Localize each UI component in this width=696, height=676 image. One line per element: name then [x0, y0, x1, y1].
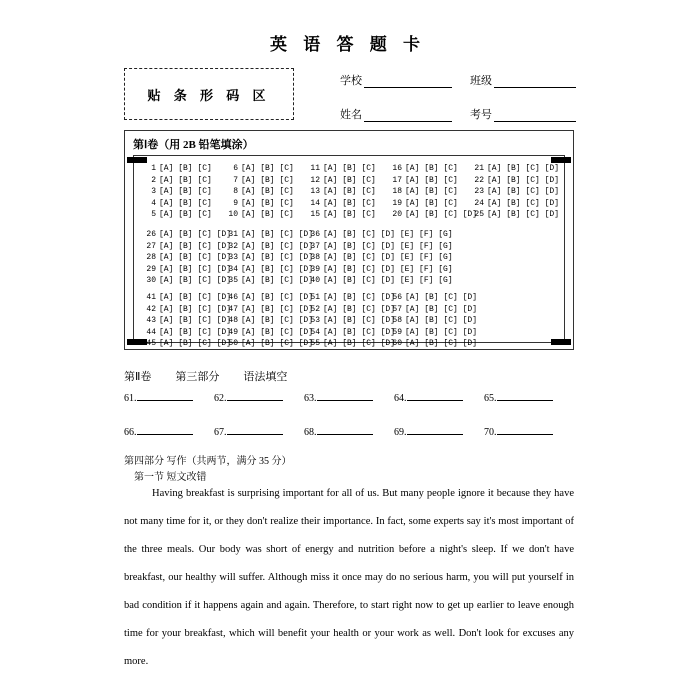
answer-cell[interactable] — [225, 327, 314, 339]
blank-item[interactable] — [214, 424, 304, 438]
answer-options[interactable]: [A] [B] [C] [D] [E] [F] [G] — [323, 264, 453, 274]
question-number: 41 — [146, 293, 156, 302]
blank-number: 66. — [124, 427, 137, 438]
question-number: 57 — [392, 304, 402, 314]
question-number: 50 — [228, 339, 238, 348]
answer-cell[interactable] — [143, 275, 232, 287]
school-field[interactable] — [340, 72, 470, 88]
answer-group-1 — [143, 163, 560, 221]
answer-cell[interactable] — [389, 186, 471, 198]
answer-options[interactable]: [A] [B] [C] [D] — [241, 241, 314, 251]
answer-options[interactable]: [A] [B] [C] — [241, 198, 294, 208]
answer-options[interactable]: [A] [B] [C] — [159, 175, 212, 185]
answer-options[interactable]: [A] [B] [C] [D] — [405, 339, 478, 348]
answer-options[interactable]: [A] [B] [C] [D] — [159, 304, 232, 314]
answer-cell[interactable] — [389, 163, 471, 175]
blank-item[interactable] — [214, 390, 304, 404]
answer-cell[interactable] — [225, 304, 314, 316]
section-4-header: 第四部分 写作（共两节，满分 35 分） — [124, 456, 292, 467]
essay-text: Having breakfast is surprising important for all of us. But many people ignore it because they have not many time for it, or they don't realize their importance. In fact, some experts say it's most important of the three meals. Our body was short of energy and nutrition before a night's sleep. If we don't have breakfast, our healthy will suffer. Although miss it once may do no serious harm, you will put yourself in bad condition if it happens again and again. Therefore, to start right now to get up earlier to leave enough time for your breakfast, which will benefit your health or your work as well. Don't look for excuses any more. — [124, 488, 574, 667]
essay-area[interactable] — [124, 480, 574, 676]
answer-cell[interactable] — [307, 292, 396, 304]
school-label: 学校 — [340, 75, 362, 87]
answer-options[interactable]: [A] [B] [C] [D] — [487, 198, 560, 208]
question-number: 40 — [310, 276, 320, 285]
answer-row — [143, 264, 555, 276]
answer-cell[interactable] — [389, 338, 478, 350]
school-input-line[interactable] — [364, 76, 452, 88]
answer-options[interactable]: [A] [B] [C] [D] — [159, 293, 232, 302]
barcode-area — [124, 68, 294, 120]
answer-options[interactable]: [A] [B] [C] — [241, 175, 294, 185]
question-number: 38 — [310, 253, 320, 262]
answer-cell[interactable] — [307, 264, 453, 276]
class-input-line[interactable] — [494, 76, 576, 88]
answer-options[interactable]: [A] [B] [C] [D] [E] [F] [G] — [323, 253, 453, 262]
answer-options[interactable]: [A] [B] [C] [D] — [323, 339, 396, 348]
question-number: 19 — [392, 198, 402, 208]
blank-row — [124, 424, 574, 438]
question-number: 20 — [392, 210, 402, 219]
answer-cell[interactable] — [225, 209, 307, 221]
answer-cell[interactable] — [471, 198, 560, 210]
answer-options[interactable]: [A] [B] [C] [D] — [323, 316, 396, 325]
blank-number: 69. — [394, 427, 407, 438]
question-number: 28 — [146, 253, 156, 262]
question-number: 56 — [392, 293, 402, 302]
answer-options[interactable]: [A] [B] [C] [D] — [405, 210, 478, 219]
answer-options[interactable]: [A] [B] [C] — [159, 164, 212, 173]
answer-options[interactable]: [A] [B] [C] [D] [E] [F] [G] — [323, 230, 453, 239]
question-number: 12 — [310, 175, 320, 185]
question-number: 44 — [146, 327, 156, 337]
blank-row — [124, 390, 574, 404]
answer-cell[interactable] — [225, 338, 314, 350]
answer-cell[interactable] — [471, 186, 560, 198]
question-number: 59 — [392, 327, 402, 337]
question-number: 8 — [233, 187, 238, 196]
answer-options[interactable]: [A] [B] [C] [D] — [487, 164, 560, 173]
question-number: 26 — [146, 230, 156, 239]
barcode-area-label: 贴 条 形 码 区 — [147, 87, 271, 103]
blank-number: 67. — [214, 427, 227, 438]
answer-cell[interactable] — [225, 198, 307, 210]
answer-options[interactable]: [A] [B] [C] [D] — [487, 175, 560, 185]
answer-options[interactable]: [A] [B] [C] — [241, 210, 294, 219]
answer-cell[interactable] — [307, 252, 453, 264]
class-field[interactable] — [470, 72, 576, 88]
answer-cell[interactable] — [307, 241, 453, 253]
answer-options[interactable]: [A] [B] [C] [D] — [241, 339, 314, 348]
answer-options[interactable]: [A] [B] [C] — [405, 175, 458, 185]
question-number: 11 — [310, 164, 320, 173]
answer-cell[interactable] — [143, 264, 232, 276]
answer-cell[interactable] — [307, 315, 396, 327]
answer-options[interactable]: [A] [B] [C] — [323, 210, 376, 219]
answer-options[interactable]: [A] [B] [C] [D] — [241, 253, 314, 262]
blank-item[interactable] — [124, 390, 214, 404]
question-number: 4 — [151, 198, 156, 208]
grammar-fill-blanks — [124, 390, 574, 458]
question-number: 52 — [310, 304, 320, 314]
answer-row — [143, 327, 555, 339]
section-2-volume: 第Ⅱ卷 — [124, 371, 152, 383]
answer-row — [143, 241, 555, 253]
exam-no-input-line[interactable] — [494, 110, 576, 122]
question-number: 13 — [310, 187, 320, 196]
question-number: 22 — [474, 175, 484, 185]
question-number: 18 — [392, 187, 402, 196]
name-field[interactable] — [340, 106, 470, 122]
answer-options[interactable]: [A] [B] [C] — [323, 198, 376, 208]
blank-input-line[interactable] — [227, 424, 283, 435]
answer-group-3 — [143, 292, 555, 350]
blank-input-line[interactable] — [497, 424, 553, 435]
question-number: 10 — [228, 210, 238, 219]
answer-options[interactable]: [A] [B] [C] [D] — [487, 210, 560, 219]
question-number: 6 — [233, 164, 238, 173]
answer-options[interactable]: [A] [B] [C] [D] — [405, 327, 478, 337]
question-number: 3 — [151, 187, 156, 196]
answer-options[interactable]: [A] [B] [C] [D] — [241, 264, 314, 274]
answer-options[interactable]: [A] [B] [C] [D] — [241, 276, 314, 285]
answer-cell[interactable] — [143, 163, 225, 175]
question-number: 24 — [474, 198, 484, 208]
answer-grid-frame — [124, 130, 574, 350]
blank-number: 61. — [124, 393, 137, 404]
section-2-name: 语法填空 — [243, 371, 288, 383]
question-number: 46 — [228, 293, 238, 302]
question-number: 14 — [310, 198, 320, 208]
answer-options[interactable]: [A] [B] [C] [D] — [323, 293, 396, 302]
answer-cell[interactable] — [307, 275, 453, 287]
question-number: 9 — [233, 198, 238, 208]
blank-item[interactable] — [394, 390, 484, 404]
answer-cell[interactable] — [225, 163, 307, 175]
answer-options[interactable]: [A] [B] [C] — [159, 210, 212, 219]
blank-item[interactable] — [124, 424, 214, 438]
section-1-header: 第Ⅰ卷（用 2B 铅笔填涂） — [133, 139, 254, 151]
page-title: 英 语 答 题 卡 — [270, 35, 426, 54]
question-number: 36 — [310, 230, 320, 239]
question-number: 1 — [151, 164, 156, 173]
answer-options[interactable]: [A] [B] [C] [D] — [405, 304, 478, 314]
info-row-name-examno — [340, 106, 580, 122]
section-2-header — [124, 368, 287, 384]
answer-cell[interactable] — [143, 292, 232, 304]
class-label: 班级 — [470, 75, 492, 87]
question-number: 15 — [310, 210, 320, 219]
answer-options[interactable]: [A] [B] [C] [D] — [159, 230, 232, 239]
answer-cell[interactable] — [225, 252, 314, 264]
blank-input-line[interactable] — [137, 390, 193, 401]
answer-row — [143, 163, 560, 175]
exam-no-field[interactable] — [470, 106, 576, 122]
blank-number: 62. — [214, 393, 227, 404]
blank-number: 68. — [304, 427, 317, 438]
answer-options[interactable]: [A] [B] [C] — [323, 187, 376, 196]
answer-options[interactable]: [A] [B] [C] — [159, 198, 212, 208]
answer-options[interactable]: [A] [B] [C] [D] — [159, 316, 232, 325]
question-number: 43 — [146, 316, 156, 325]
answer-cell[interactable] — [225, 315, 314, 327]
answer-options[interactable]: [A] [B] [C] — [241, 187, 294, 196]
blank-input-line[interactable] — [497, 390, 553, 401]
answer-options[interactable]: [A] [B] [C] [D] — [241, 316, 314, 325]
answer-cell[interactable] — [389, 175, 471, 187]
answer-options[interactable]: [A] [B] [C] — [405, 187, 458, 196]
answer-row — [143, 175, 560, 187]
answer-cell[interactable] — [307, 198, 389, 210]
answer-options[interactable]: [A] [B] [C] [D] — [159, 264, 232, 274]
answer-cell[interactable] — [389, 327, 478, 339]
answer-options[interactable]: [A] [B] [C] [D] — [159, 327, 232, 337]
answer-options[interactable]: [A] [B] [C] [D] — [323, 304, 396, 314]
question-number: 55 — [310, 339, 320, 348]
blank-number: 63. — [304, 393, 317, 404]
question-number: 60 — [392, 339, 402, 348]
name-input-line[interactable] — [364, 110, 452, 122]
question-number: 53 — [310, 316, 320, 325]
question-number: 34 — [228, 264, 238, 274]
answer-cell[interactable] — [307, 327, 396, 339]
answer-cell[interactable] — [389, 209, 478, 221]
blank-item[interactable] — [394, 424, 484, 438]
answer-options[interactable]: [A] [B] [C] [D] — [405, 293, 478, 302]
section-4-subheader: 第一节 短文改错 — [134, 472, 207, 483]
answer-cell[interactable] — [471, 209, 560, 221]
answer-cell[interactable] — [389, 292, 478, 304]
answer-options[interactable]: [A] [B] [C] [D] — [241, 230, 314, 239]
blank-number: 70. — [484, 427, 497, 438]
answer-cell[interactable] — [143, 338, 232, 350]
question-number: 23 — [474, 187, 484, 196]
answer-cell[interactable] — [225, 241, 314, 253]
answer-cell[interactable] — [143, 315, 232, 327]
blank-input-line[interactable] — [317, 390, 373, 401]
answer-cell[interactable] — [389, 315, 478, 327]
answer-cell[interactable] — [307, 338, 396, 350]
answer-row — [143, 209, 560, 221]
answer-row — [143, 275, 555, 287]
question-number: 27 — [146, 241, 156, 251]
question-number: 58 — [392, 316, 402, 325]
answer-cell[interactable] — [143, 229, 232, 241]
question-number: 2 — [151, 175, 156, 185]
question-number: 32 — [228, 241, 238, 251]
question-number: 16 — [392, 164, 402, 173]
answer-options[interactable]: [A] [B] [C] [D] [E] [F] [G] — [323, 276, 453, 285]
blank-item[interactable] — [484, 390, 574, 404]
answer-cell[interactable] — [143, 175, 225, 187]
info-row-school-class — [340, 72, 580, 88]
answer-cell[interactable] — [389, 198, 471, 210]
question-number: 35 — [228, 276, 238, 285]
answer-row — [143, 315, 555, 327]
question-number: 5 — [151, 210, 156, 219]
question-number: 37 — [310, 241, 320, 251]
answer-options[interactable]: [A] [B] [C] — [405, 164, 458, 173]
blank-input-line[interactable] — [227, 390, 283, 401]
answer-cell[interactable] — [143, 209, 225, 221]
blank-input-line[interactable] — [137, 424, 193, 435]
question-number: 47 — [228, 304, 238, 314]
blank-item[interactable] — [484, 424, 574, 438]
question-number: 54 — [310, 327, 320, 337]
answer-options[interactable]: [A] [B] [C] [D] — [241, 304, 314, 314]
answer-options[interactable]: [A] [B] [C] — [159, 187, 212, 196]
answer-options[interactable]: [A] [B] [C] [D] — [159, 276, 232, 285]
question-number: 39 — [310, 264, 320, 274]
answer-row — [143, 292, 555, 304]
blank-item[interactable] — [304, 424, 394, 438]
blank-input-line[interactable] — [407, 424, 463, 435]
answer-cell[interactable] — [471, 163, 560, 175]
question-number: 17 — [392, 175, 402, 185]
answer-cell[interactable] — [225, 275, 314, 287]
answer-cell[interactable] — [225, 175, 307, 187]
question-number: 33 — [228, 253, 238, 262]
answer-cell[interactable] — [225, 264, 314, 276]
answer-options[interactable]: [A] [B] [C] [D] — [159, 253, 232, 262]
answer-options[interactable]: [A] [B] [C] — [323, 164, 376, 173]
question-number: 45 — [146, 339, 156, 348]
answer-cell[interactable] — [307, 304, 396, 316]
answer-options[interactable]: [A] [B] [C] [D] — [241, 327, 314, 337]
question-number: 25 — [474, 210, 484, 219]
answer-row — [143, 252, 555, 264]
answer-cell[interactable] — [225, 229, 314, 241]
answer-options[interactable]: [A] [B] [C] — [241, 164, 294, 173]
answer-options[interactable]: [A] [B] [C] [D] — [159, 339, 232, 348]
answer-row — [143, 229, 555, 241]
blank-item[interactable] — [304, 390, 394, 404]
question-number: 7 — [233, 175, 238, 185]
question-number: 42 — [146, 304, 156, 314]
section-2-part: 第三部分 — [175, 371, 220, 383]
answer-options[interactable]: [A] [B] [C] — [405, 198, 458, 208]
exam-no-label: 考号 — [470, 109, 492, 121]
question-number: 31 — [228, 230, 238, 239]
name-label: 姓名 — [340, 109, 362, 121]
answer-options[interactable]: [A] [B] [C] [D] — [159, 241, 232, 251]
blank-number: 64. — [394, 393, 407, 404]
answer-row — [143, 198, 560, 210]
blank-input-line[interactable] — [317, 424, 373, 435]
answer-cell[interactable] — [307, 229, 453, 241]
answer-cell[interactable] — [143, 186, 225, 198]
answer-options[interactable]: [A] [B] [C] [D] — [323, 327, 396, 337]
answer-cell[interactable] — [307, 175, 389, 187]
answer-options[interactable]: [A] [B] [C] [D] — [241, 293, 314, 302]
answer-cell[interactable] — [307, 186, 389, 198]
question-number: 29 — [146, 264, 156, 274]
answer-cell[interactable] — [307, 163, 389, 175]
answer-cell[interactable] — [225, 292, 314, 304]
question-number: 48 — [228, 316, 238, 325]
answer-cell[interactable] — [143, 252, 232, 264]
answer-options[interactable]: [A] [B] [C] — [323, 175, 376, 185]
question-number: 30 — [146, 276, 156, 285]
answer-cell[interactable] — [471, 175, 560, 187]
answer-options[interactable]: [A] [B] [C] [D] — [487, 187, 560, 196]
answer-row — [143, 186, 560, 198]
answer-cell[interactable] — [143, 304, 232, 316]
answer-group-2 — [143, 229, 555, 287]
answer-cell[interactable] — [143, 198, 225, 210]
question-number: 21 — [474, 164, 484, 173]
answer-cell[interactable] — [143, 241, 232, 253]
answer-row — [143, 338, 555, 350]
answer-options[interactable]: [A] [B] [C] [D] [E] [F] [G] — [323, 241, 453, 251]
question-number: 49 — [228, 327, 238, 337]
answer-cell[interactable] — [307, 209, 389, 221]
answer-options[interactable]: [A] [B] [C] [D] — [405, 316, 478, 325]
blank-input-line[interactable] — [407, 390, 463, 401]
blank-number: 65. — [484, 393, 497, 404]
question-number: 51 — [310, 293, 320, 302]
answer-row — [143, 304, 555, 316]
answer-cell[interactable] — [143, 327, 232, 339]
answer-cell[interactable] — [389, 304, 478, 316]
answer-cell[interactable] — [225, 186, 307, 198]
